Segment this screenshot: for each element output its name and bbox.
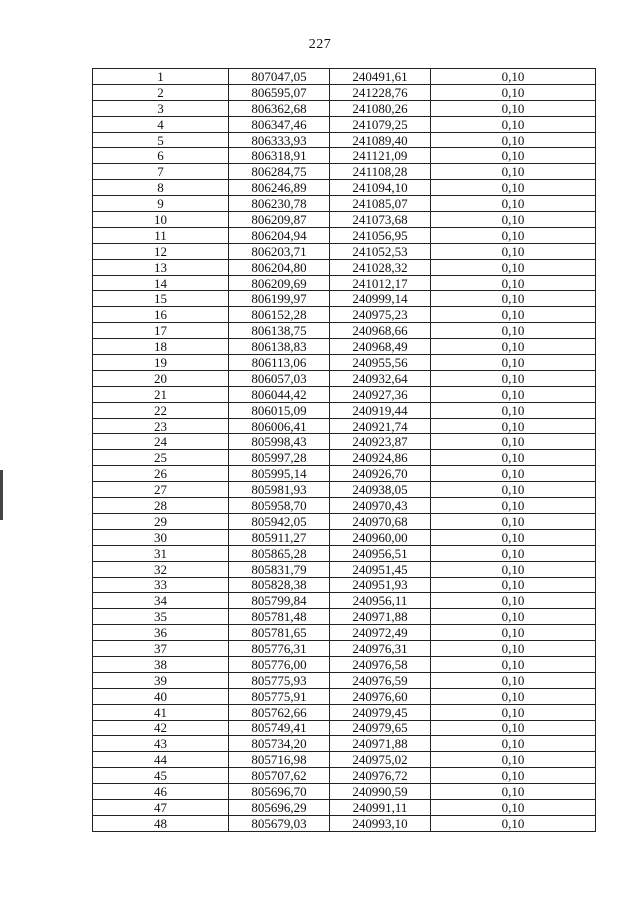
point-number-cell: 12: [93, 243, 229, 259]
point-number-cell: 42: [93, 720, 229, 736]
table-row: [93, 545, 596, 561]
y-coordinate-cell: 240991,11: [330, 799, 431, 815]
accuracy-cell: 0,10: [431, 275, 596, 291]
y-coordinate-cell: 240990,59: [330, 784, 431, 800]
y-coordinate-cell: 240975,23: [330, 307, 431, 323]
y-coordinate-cell: 240970,68: [330, 513, 431, 529]
point-number-cell: 35: [93, 609, 229, 625]
x-coordinate-cell: 805831,79: [229, 561, 330, 577]
accuracy-cell: 0,10: [431, 132, 596, 148]
accuracy-cell: 0,10: [431, 402, 596, 418]
point-number-cell: 25: [93, 450, 229, 466]
point-number-cell: 29: [93, 513, 229, 529]
x-coordinate-cell: 806057,03: [229, 370, 330, 386]
table-row: [93, 625, 596, 641]
y-coordinate-cell: 240979,65: [330, 720, 431, 736]
point-number-cell: 39: [93, 672, 229, 688]
table-row: [93, 815, 596, 831]
point-number-cell: 21: [93, 386, 229, 402]
point-number-cell: 37: [93, 641, 229, 657]
y-coordinate-cell: 240956,51: [330, 545, 431, 561]
table-row: [93, 656, 596, 672]
accuracy-cell: 0,10: [431, 196, 596, 212]
point-number-cell: 32: [93, 561, 229, 577]
x-coordinate-cell: 806152,28: [229, 307, 330, 323]
accuracy-cell: 0,10: [431, 69, 596, 85]
point-number-cell: 6: [93, 148, 229, 164]
y-coordinate-cell: 240976,72: [330, 768, 431, 784]
y-coordinate-cell: 240971,88: [330, 736, 431, 752]
x-coordinate-cell: 805776,00: [229, 656, 330, 672]
table-row: [93, 212, 596, 228]
accuracy-cell: 0,10: [431, 656, 596, 672]
x-coordinate-cell: 806246,89: [229, 180, 330, 196]
y-coordinate-cell: 241085,07: [330, 196, 431, 212]
y-coordinate-cell: 240951,93: [330, 577, 431, 593]
point-number-cell: 8: [93, 180, 229, 196]
y-coordinate-cell: 240927,36: [330, 386, 431, 402]
accuracy-cell: 0,10: [431, 768, 596, 784]
x-coordinate-cell: 806006,41: [229, 418, 330, 434]
table-row: [93, 450, 596, 466]
table-row: [93, 482, 596, 498]
x-coordinate-cell: 805696,29: [229, 799, 330, 815]
y-coordinate-cell: 240968,49: [330, 339, 431, 355]
y-coordinate-cell: 240970,43: [330, 498, 431, 514]
x-coordinate-cell: 805775,91: [229, 688, 330, 704]
table-row: [93, 180, 596, 196]
point-number-cell: 1: [93, 69, 229, 85]
point-number-cell: 31: [93, 545, 229, 561]
accuracy-cell: 0,10: [431, 561, 596, 577]
x-coordinate-cell: 806199,97: [229, 291, 330, 307]
accuracy-cell: 0,10: [431, 720, 596, 736]
point-number-cell: 47: [93, 799, 229, 815]
accuracy-cell: 0,10: [431, 418, 596, 434]
x-coordinate-cell: 805911,27: [229, 529, 330, 545]
point-number-cell: 34: [93, 593, 229, 609]
y-coordinate-cell: 241052,53: [330, 243, 431, 259]
x-coordinate-cell: 805776,31: [229, 641, 330, 657]
table-row: [93, 720, 596, 736]
point-number-cell: 20: [93, 370, 229, 386]
y-coordinate-cell: 240972,49: [330, 625, 431, 641]
accuracy-cell: 0,10: [431, 688, 596, 704]
x-coordinate-cell: 806209,87: [229, 212, 330, 228]
page-number: 227: [308, 37, 332, 52]
x-coordinate-cell: 806362,68: [229, 100, 330, 116]
x-coordinate-cell: 806044,42: [229, 386, 330, 402]
accuracy-cell: 0,10: [431, 513, 596, 529]
x-coordinate-cell: 805781,48: [229, 609, 330, 625]
accuracy-cell: 0,10: [431, 259, 596, 275]
accuracy-cell: 0,10: [431, 482, 596, 498]
accuracy-cell: 0,10: [431, 466, 596, 482]
y-coordinate-cell: 240951,45: [330, 561, 431, 577]
y-coordinate-cell: 240976,60: [330, 688, 431, 704]
table-row: [93, 799, 596, 815]
y-coordinate-cell: 240955,56: [330, 355, 431, 371]
accuracy-cell: 0,10: [431, 752, 596, 768]
y-coordinate-cell: 240960,00: [330, 529, 431, 545]
table-row: [93, 466, 596, 482]
accuracy-cell: 0,10: [431, 323, 596, 339]
x-coordinate-cell: 806138,83: [229, 339, 330, 355]
y-coordinate-cell: 240926,70: [330, 466, 431, 482]
accuracy-cell: 0,10: [431, 434, 596, 450]
point-number-cell: 11: [93, 227, 229, 243]
x-coordinate-cell: 805958,70: [229, 498, 330, 514]
point-number-cell: 4: [93, 116, 229, 132]
x-coordinate-cell: 806333,93: [229, 132, 330, 148]
table-row: [93, 561, 596, 577]
x-coordinate-cell: 806204,80: [229, 259, 330, 275]
y-coordinate-cell: 240975,02: [330, 752, 431, 768]
x-coordinate-cell: 806138,75: [229, 323, 330, 339]
y-coordinate-cell: 240976,59: [330, 672, 431, 688]
x-coordinate-cell: 805696,70: [229, 784, 330, 800]
point-number-cell: 19: [93, 355, 229, 371]
accuracy-cell: 0,10: [431, 498, 596, 514]
table-row: [93, 275, 596, 291]
accuracy-cell: 0,10: [431, 339, 596, 355]
accuracy-cell: 0,10: [431, 450, 596, 466]
x-coordinate-cell: 805942,05: [229, 513, 330, 529]
coordinates-table: [92, 68, 596, 832]
table-row: [93, 784, 596, 800]
table-row: [93, 609, 596, 625]
x-coordinate-cell: 806284,75: [229, 164, 330, 180]
accuracy-cell: 0,10: [431, 593, 596, 609]
x-coordinate-cell: 806015,09: [229, 402, 330, 418]
accuracy-cell: 0,10: [431, 529, 596, 545]
point-number-cell: 40: [93, 688, 229, 704]
y-coordinate-cell: 240993,10: [330, 815, 431, 831]
table-row: [93, 641, 596, 657]
y-coordinate-cell: 240976,31: [330, 641, 431, 657]
y-coordinate-cell: 240919,44: [330, 402, 431, 418]
point-number-cell: 10: [93, 212, 229, 228]
x-coordinate-cell: 805828,38: [229, 577, 330, 593]
y-coordinate-cell: 240979,45: [330, 704, 431, 720]
y-coordinate-cell: 241108,28: [330, 164, 431, 180]
scan-edge-mark: [0, 470, 3, 520]
point-number-cell: 15: [93, 291, 229, 307]
y-coordinate-cell: 240924,86: [330, 450, 431, 466]
y-coordinate-cell: 241080,26: [330, 100, 431, 116]
x-coordinate-cell: 805995,14: [229, 466, 330, 482]
x-coordinate-cell: 805865,28: [229, 545, 330, 561]
table-body: [93, 69, 596, 832]
table-row: [93, 529, 596, 545]
point-number-cell: 13: [93, 259, 229, 275]
accuracy-cell: 0,10: [431, 100, 596, 116]
point-number-cell: 36: [93, 625, 229, 641]
point-number-cell: 2: [93, 84, 229, 100]
point-number-cell: 18: [93, 339, 229, 355]
y-coordinate-cell: 240491,61: [330, 69, 431, 85]
table-row: [93, 736, 596, 752]
point-number-cell: 43: [93, 736, 229, 752]
table-row: [93, 132, 596, 148]
x-coordinate-cell: 805781,65: [229, 625, 330, 641]
x-coordinate-cell: 805981,93: [229, 482, 330, 498]
y-coordinate-cell: 241094,10: [330, 180, 431, 196]
y-coordinate-cell: 240938,05: [330, 482, 431, 498]
x-coordinate-cell: 805734,20: [229, 736, 330, 752]
x-coordinate-cell: 805679,03: [229, 815, 330, 831]
x-coordinate-cell: 806318,91: [229, 148, 330, 164]
accuracy-cell: 0,10: [431, 704, 596, 720]
y-coordinate-cell: 241028,32: [330, 259, 431, 275]
accuracy-cell: 0,10: [431, 291, 596, 307]
x-coordinate-cell: 805997,28: [229, 450, 330, 466]
point-number-cell: 41: [93, 704, 229, 720]
point-number-cell: 9: [93, 196, 229, 212]
table-row: [93, 434, 596, 450]
y-coordinate-cell: 241121,09: [330, 148, 431, 164]
table-row: [93, 196, 596, 212]
table-row: [93, 164, 596, 180]
y-coordinate-cell: 241079,25: [330, 116, 431, 132]
table-row: [93, 307, 596, 323]
y-coordinate-cell: 240923,87: [330, 434, 431, 450]
point-number-cell: 48: [93, 815, 229, 831]
point-number-cell: 45: [93, 768, 229, 784]
table-row: [93, 593, 596, 609]
x-coordinate-cell: 805775,93: [229, 672, 330, 688]
table-row: [93, 672, 596, 688]
table-row: [93, 227, 596, 243]
table-row: [93, 259, 596, 275]
x-coordinate-cell: 806113,06: [229, 355, 330, 371]
accuracy-cell: 0,10: [431, 625, 596, 641]
table-row: [93, 84, 596, 100]
accuracy-cell: 0,10: [431, 84, 596, 100]
table-row: [93, 386, 596, 402]
accuracy-cell: 0,10: [431, 815, 596, 831]
table-row: [93, 704, 596, 720]
x-coordinate-cell: 805762,66: [229, 704, 330, 720]
accuracy-cell: 0,10: [431, 736, 596, 752]
point-number-cell: 28: [93, 498, 229, 514]
table-row: [93, 69, 596, 85]
accuracy-cell: 0,10: [431, 180, 596, 196]
point-number-cell: 16: [93, 307, 229, 323]
accuracy-cell: 0,10: [431, 243, 596, 259]
accuracy-cell: 0,10: [431, 386, 596, 402]
point-number-cell: 23: [93, 418, 229, 434]
accuracy-cell: 0,10: [431, 212, 596, 228]
accuracy-cell: 0,10: [431, 164, 596, 180]
table-row: [93, 116, 596, 132]
y-coordinate-cell: 240968,66: [330, 323, 431, 339]
y-coordinate-cell: 240921,74: [330, 418, 431, 434]
x-coordinate-cell: 805749,41: [229, 720, 330, 736]
point-number-cell: 26: [93, 466, 229, 482]
accuracy-cell: 0,10: [431, 116, 596, 132]
table-row: [93, 498, 596, 514]
table-row: [93, 370, 596, 386]
point-number-cell: 33: [93, 577, 229, 593]
accuracy-cell: 0,10: [431, 609, 596, 625]
x-coordinate-cell: 805716,98: [229, 752, 330, 768]
point-number-cell: 14: [93, 275, 229, 291]
x-coordinate-cell: 805998,43: [229, 434, 330, 450]
x-coordinate-cell: 806209,69: [229, 275, 330, 291]
y-coordinate-cell: 240976,58: [330, 656, 431, 672]
y-coordinate-cell: 241228,76: [330, 84, 431, 100]
point-number-cell: 44: [93, 752, 229, 768]
accuracy-cell: 0,10: [431, 370, 596, 386]
table-row: [93, 402, 596, 418]
x-coordinate-cell: 806595,07: [229, 84, 330, 100]
point-number-cell: 38: [93, 656, 229, 672]
x-coordinate-cell: 806204,94: [229, 227, 330, 243]
y-coordinate-cell: 240956,11: [330, 593, 431, 609]
table-row: [93, 323, 596, 339]
y-coordinate-cell: 241073,68: [330, 212, 431, 228]
table-row: [93, 148, 596, 164]
accuracy-cell: 0,10: [431, 227, 596, 243]
table-row: [93, 418, 596, 434]
table-row: [93, 513, 596, 529]
point-number-cell: 24: [93, 434, 229, 450]
y-coordinate-cell: 241089,40: [330, 132, 431, 148]
accuracy-cell: 0,10: [431, 307, 596, 323]
table-row: [93, 768, 596, 784]
accuracy-cell: 0,10: [431, 148, 596, 164]
table-row: [93, 577, 596, 593]
table-row: [93, 355, 596, 371]
accuracy-cell: 0,10: [431, 545, 596, 561]
y-coordinate-cell: 241056,95: [330, 227, 431, 243]
x-coordinate-cell: 806347,46: [229, 116, 330, 132]
accuracy-cell: 0,10: [431, 577, 596, 593]
point-number-cell: 5: [93, 132, 229, 148]
point-number-cell: 46: [93, 784, 229, 800]
y-coordinate-cell: 240999,14: [330, 291, 431, 307]
x-coordinate-cell: 806203,71: [229, 243, 330, 259]
point-number-cell: 30: [93, 529, 229, 545]
point-number-cell: 7: [93, 164, 229, 180]
y-coordinate-cell: 240932,64: [330, 370, 431, 386]
y-coordinate-cell: 241012,17: [330, 275, 431, 291]
x-coordinate-cell: 805799,84: [229, 593, 330, 609]
table-row: [93, 688, 596, 704]
x-coordinate-cell: 806230,78: [229, 196, 330, 212]
table-row: [93, 291, 596, 307]
table-row: [93, 243, 596, 259]
point-number-cell: 3: [93, 100, 229, 116]
y-coordinate-cell: 240971,88: [330, 609, 431, 625]
table-row: [93, 100, 596, 116]
point-number-cell: 17: [93, 323, 229, 339]
accuracy-cell: 0,10: [431, 641, 596, 657]
point-number-cell: 22: [93, 402, 229, 418]
x-coordinate-cell: 807047,05: [229, 69, 330, 85]
table-row: [93, 339, 596, 355]
accuracy-cell: 0,10: [431, 355, 596, 371]
accuracy-cell: 0,10: [431, 672, 596, 688]
point-number-cell: 27: [93, 482, 229, 498]
accuracy-cell: 0,10: [431, 784, 596, 800]
table-row: [93, 752, 596, 768]
x-coordinate-cell: 805707,62: [229, 768, 330, 784]
accuracy-cell: 0,10: [431, 799, 596, 815]
